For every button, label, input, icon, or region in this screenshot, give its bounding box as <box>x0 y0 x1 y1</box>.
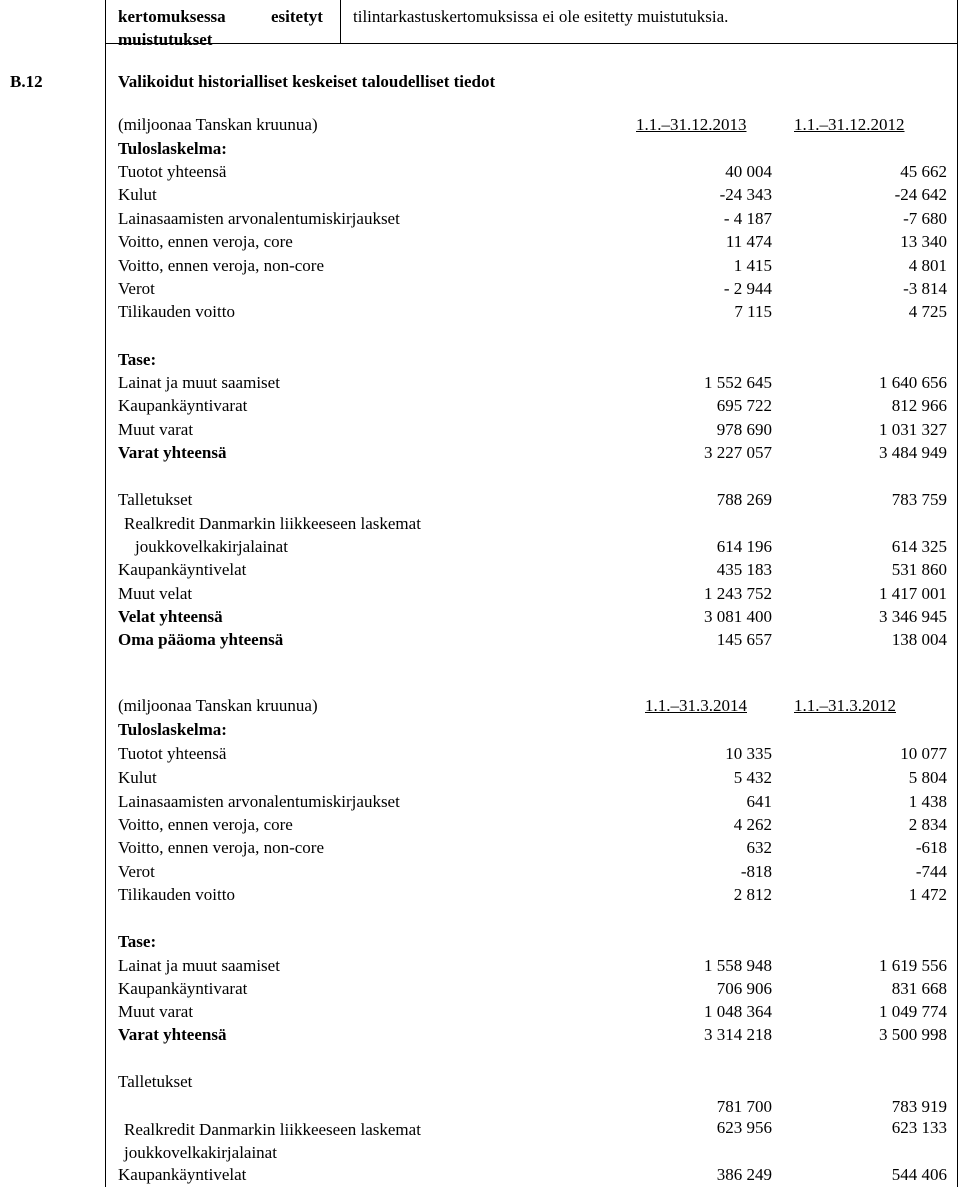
value-col1: 1 415 <box>733 256 772 275</box>
value-col1: 2 812 <box>733 885 772 904</box>
frame-left-line <box>105 0 106 1187</box>
frame-separator-line <box>105 43 958 44</box>
value-col2: 1 031 327 <box>879 420 947 439</box>
value-col2: 783 759 <box>891 490 947 509</box>
value-col1: 10 335 <box>725 744 772 763</box>
value-col2: 1 472 <box>908 885 947 904</box>
value-col2: 4 801 <box>908 256 947 275</box>
value-col2: 812 966 <box>891 396 947 415</box>
frame-right-line <box>957 0 958 1187</box>
row-label: Tuotot yhteensä <box>118 162 227 181</box>
value-col1: - 2 944 <box>723 279 772 298</box>
row-label: Kaupankäyntivelat <box>118 560 247 579</box>
value-col2: -744 <box>915 862 947 881</box>
value-col2: 544 406 <box>891 1165 947 1184</box>
row-label: Lainat ja muut saamiset <box>118 956 280 975</box>
top-right-text: tilintarkastuskertomuksissa ei ole esitetty muistutuksia. <box>353 7 729 26</box>
income-statement-header: Tuloslaskelma: <box>118 139 227 158</box>
row-label: Tilikauden voitto <box>118 302 235 321</box>
row-label: Oma pääoma yhteensä <box>118 630 284 649</box>
row-label-line1: Realkredit Danmarkin liikkeeseen laskemat <box>124 1120 421 1139</box>
row-label: Lainat ja muut saamiset <box>118 373 280 392</box>
value-col1: -24 343 <box>719 185 772 204</box>
value-col2: 138 004 <box>891 630 947 649</box>
value-col1: 386 249 <box>716 1165 772 1184</box>
value-col2: 13 340 <box>900 232 947 251</box>
row-label: Varat yhteensä <box>118 1025 227 1044</box>
row-label: Lainasaamisten arvonalentumiskirjaukset <box>118 792 400 811</box>
value-col2: 623 133 <box>891 1118 947 1137</box>
column-header-2013: 1.1.–31.12.2013 <box>636 115 747 134</box>
value-col1: 1 552 645 <box>704 373 772 392</box>
value-col1: 5 432 <box>733 768 772 787</box>
section-number: B.12 <box>10 72 43 91</box>
row-label: Talletukset <box>118 1072 193 1091</box>
value-col1: 1 048 364 <box>704 1002 772 1021</box>
value-col1: 706 906 <box>716 979 772 998</box>
row-label: Kulut <box>118 185 157 204</box>
value-col1: 781 700 <box>716 1097 772 1116</box>
value-col2: 5 804 <box>908 768 947 787</box>
value-col2: 3 500 998 <box>879 1025 947 1044</box>
value-col2: 4 725 <box>908 302 947 321</box>
value-col2: 10 077 <box>900 744 947 763</box>
value-col2: -618 <box>915 838 947 857</box>
value-col1: 3 314 218 <box>704 1025 772 1044</box>
value-col1: 1 243 752 <box>704 584 772 603</box>
row-label: Lainasaamisten arvonalentumiskirjaukset <box>118 209 400 228</box>
top-left-line1: kertomuksessa <box>118 7 226 26</box>
top-left-line2: muistutukset <box>118 30 213 49</box>
value-col1: 4 262 <box>733 815 772 834</box>
balance-sheet-header: Tase: <box>118 350 157 369</box>
balance-sheet-header: Tase: <box>118 932 157 951</box>
value-col1: 3 227 057 <box>704 443 772 462</box>
row-label-line2: joukkovelkakirjalainat <box>135 537 288 556</box>
value-col1: 145 657 <box>716 630 772 649</box>
row-label: Muut varat <box>118 1002 194 1021</box>
row-label: Tilikauden voitto <box>118 885 235 904</box>
row-label: Voitto, ennen veroja, core <box>118 232 293 251</box>
value-col2: 3 346 945 <box>879 607 947 626</box>
value-col2: -3 814 <box>903 279 947 298</box>
value-col2: 1 438 <box>908 792 947 811</box>
row-label: Talletukset <box>118 490 193 509</box>
value-col2: 1 619 556 <box>879 956 947 975</box>
frame-divider-line <box>340 0 341 43</box>
value-col1: 614 196 <box>716 537 772 556</box>
value-col2: 45 662 <box>900 162 947 181</box>
value-col1: 7 115 <box>734 302 772 321</box>
value-col1: - 4 187 <box>723 209 772 228</box>
row-label: Muut varat <box>118 420 194 439</box>
row-label: Varat yhteensä <box>118 443 227 462</box>
value-col1: 641 <box>746 792 772 811</box>
value-col1: -818 <box>740 862 772 881</box>
value-col2: 614 325 <box>891 537 947 556</box>
value-col1: 788 269 <box>716 490 772 509</box>
unit-label: (miljoonaa Tanskan kruunua) <box>118 696 318 715</box>
row-label: Kulut <box>118 768 157 787</box>
section-title: Valikoidut historialliset keskeiset taloudelliset tiedot <box>118 72 496 91</box>
row-label-line1: Realkredit Danmarkin liikkeeseen laskemat <box>124 514 421 533</box>
row-label: Kaupankäyntivarat <box>118 979 248 998</box>
row-label-line2: joukkovelkakirjalainat <box>124 1143 277 1162</box>
value-col2: 1 640 656 <box>879 373 947 392</box>
value-col2: -24 642 <box>894 185 947 204</box>
value-col1: 11 474 <box>725 232 772 251</box>
column-header-q1-2014: 1.1.–31.3.2014 <box>645 696 747 715</box>
column-header-2012: 1.1.–31.12.2012 <box>794 115 905 134</box>
row-label: Velat yhteensä <box>118 607 223 626</box>
row-label: Kaupankäyntivarat <box>118 396 248 415</box>
row-label: Voitto, ennen veroja, non-core <box>118 838 324 857</box>
value-col1: 435 183 <box>716 560 772 579</box>
unit-label: (miljoonaa Tanskan kruunua) <box>118 115 318 134</box>
column-header-q1-2012: 1.1.–31.3.2012 <box>794 696 896 715</box>
row-label: Muut velat <box>118 584 193 603</box>
row-label: Kaupankäyntivelat <box>118 1165 247 1184</box>
value-col1: 623 956 <box>716 1118 772 1137</box>
value-col2: 831 668 <box>891 979 947 998</box>
value-col2: 531 860 <box>891 560 947 579</box>
row-label: Verot <box>118 862 155 881</box>
value-col1: 3 081 400 <box>704 607 772 626</box>
top-left-word2: esitetyt <box>271 7 323 26</box>
value-col1: 1 558 948 <box>704 956 772 975</box>
value-col2: 1 417 001 <box>879 584 947 603</box>
value-col1: 695 722 <box>716 396 772 415</box>
value-col2: 1 049 774 <box>879 1002 947 1021</box>
value-col1: 632 <box>746 838 772 857</box>
value-col1: 978 690 <box>716 420 772 439</box>
value-col2: -7 680 <box>903 209 947 228</box>
value-col2: 2 834 <box>908 815 947 834</box>
income-statement-header: Tuloslaskelma: <box>118 720 227 739</box>
value-col2: 3 484 949 <box>879 443 947 462</box>
row-label: Tuotot yhteensä <box>118 744 227 763</box>
row-label: Voitto, ennen veroja, core <box>118 815 293 834</box>
row-label: Voitto, ennen veroja, non-core <box>118 256 324 275</box>
value-col1: 40 004 <box>725 162 772 181</box>
value-col2: 783 919 <box>891 1097 947 1116</box>
row-label: Verot <box>118 279 155 298</box>
